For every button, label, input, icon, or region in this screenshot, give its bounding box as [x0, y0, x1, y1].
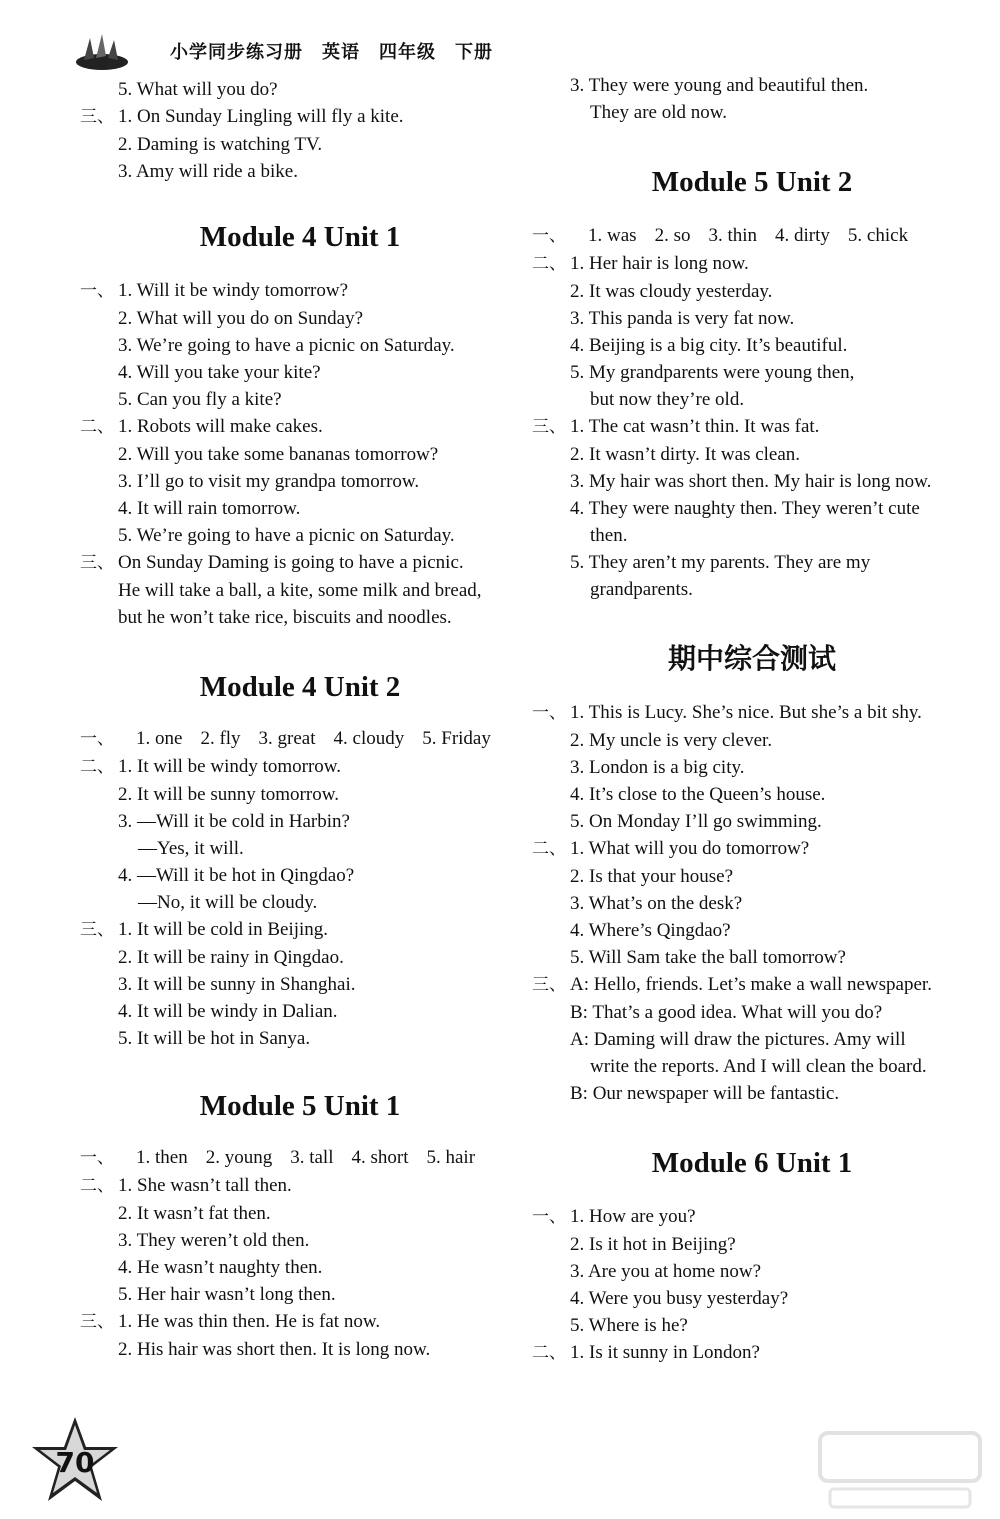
fill-answer: 5. hair	[426, 1147, 476, 1168]
fill-answer: 5. chick	[847, 225, 909, 246]
m5u1-answers	[80, 1172, 520, 1363]
answer-line	[80, 76, 520, 103]
answer-line	[532, 863, 972, 890]
m4u1-answers	[80, 277, 520, 631]
answer-text: 3. They weren’t old then.	[118, 1230, 310, 1251]
answer-line	[80, 305, 520, 332]
answer-text: 5. Where is he?	[570, 1315, 688, 1336]
answer-line	[80, 781, 520, 808]
answer-text: 5. It will be hot in Sanya.	[118, 1028, 311, 1049]
header-title: 小学同步练习册 英语 四年级 下册	[170, 42, 493, 63]
answer-line	[532, 413, 972, 441]
answer-text: 2. Is it hot in Beijing?	[570, 1234, 736, 1255]
question-marker: 一、	[532, 703, 566, 723]
right-column	[532, 72, 972, 1367]
answer-text: A: Daming will draw the pictures. Amy will	[570, 1029, 906, 1050]
watermark-logo-icon	[810, 1425, 990, 1515]
answer-text: 2. It wasn’t fat then.	[118, 1203, 271, 1224]
answer-text: 1. Her hair is long now.	[570, 253, 749, 274]
fill-answer: 3. great	[258, 728, 316, 749]
answer-text: 1. What will you do tomorrow?	[570, 838, 810, 859]
answer-text: 2. Is that your house?	[570, 866, 734, 887]
answer-text: 2. Daming is watching TV.	[118, 134, 323, 155]
answer-text: 3. I’ll go to visit my grandpa tomorrow.	[118, 471, 420, 492]
fill-answer: 4. short	[351, 1147, 409, 1168]
answer-line	[532, 305, 972, 332]
answer-text: 1. She wasn’t tall then.	[118, 1175, 292, 1196]
answer-line	[532, 250, 972, 278]
answer-line	[532, 1258, 972, 1285]
answer-line	[532, 99, 972, 126]
answer-text: B: That’s a good idea. What will you do?	[570, 1002, 883, 1023]
answer-line	[80, 1336, 520, 1363]
answer-text: 2. It wasn’t dirty. It was clean.	[570, 444, 801, 465]
answer-text: 5. Her hair wasn’t long then.	[118, 1284, 336, 1305]
answer-text: then.	[590, 525, 628, 546]
section-title-m4u1: Module 4 Unit 1	[199, 221, 401, 253]
answer-text: 1. He was thin then. He is fat now.	[118, 1311, 381, 1332]
answer-line	[80, 522, 520, 549]
question-marker: 三、	[80, 920, 114, 940]
answer-line	[80, 495, 520, 522]
answer-text: 1. It will be windy tomorrow.	[118, 756, 342, 777]
page-number-star-icon	[30, 1415, 120, 1505]
answer-text: 2. It was cloudy yesterday.	[570, 281, 773, 302]
answer-line	[80, 577, 520, 604]
answer-line	[80, 753, 520, 781]
answer-text: 3. London is a big city.	[570, 757, 745, 778]
answer-line	[80, 277, 520, 305]
answer-line	[532, 495, 972, 522]
answer-line	[532, 944, 972, 971]
answer-line	[532, 808, 972, 835]
fill-answer: 3. tall	[290, 1147, 334, 1168]
answer-line	[532, 917, 972, 944]
m5u1-fill-row: 一、 1. then 2. young 3. tall 4. short 5. hair	[80, 1147, 476, 1168]
answer-text: 4. Where’s Qingdao?	[570, 920, 731, 941]
question-marker: 二、	[80, 417, 114, 437]
m6u1-answers	[532, 1203, 972, 1367]
answer-text: 3. —Will it be cold in Harbin?	[118, 811, 350, 832]
right-top-answers	[532, 72, 972, 126]
answer-line	[80, 1172, 520, 1200]
question-marker: 二、	[532, 839, 566, 859]
midterm-answers	[532, 699, 972, 1107]
answer-text: 4. —Will it be hot in Qingdao?	[118, 865, 355, 886]
answer-line	[80, 1281, 520, 1308]
question-marker: 三、	[80, 107, 114, 127]
section-title-midterm: 期中综合测试	[667, 642, 836, 675]
fill-answer: 5. Friday	[422, 728, 491, 749]
answer-line	[532, 971, 972, 999]
answer-line	[80, 441, 520, 468]
answer-text: 1. The cat wasn’t thin. It was fat.	[570, 416, 820, 437]
answer-text: 2. It will be sunny tomorrow.	[118, 784, 339, 805]
answer-text: —Yes, it will.	[138, 838, 244, 859]
answer-text: 4. It’s close to the Queen’s house.	[570, 784, 826, 805]
answer-text: 4. It will be windy in Dalian.	[118, 1001, 338, 1022]
answer-text: 5. What will you do?	[118, 79, 278, 100]
answer-line	[80, 332, 520, 359]
answer-line	[80, 386, 520, 413]
answer-line	[80, 131, 520, 158]
answer-text: 3. This panda is very fat now.	[570, 308, 795, 329]
answer-line	[532, 386, 972, 413]
answer-text: but he won’t take rice, biscuits and noodles.	[118, 607, 452, 628]
answer-line	[532, 781, 972, 808]
answer-text: 4. It will rain tomorrow.	[118, 498, 301, 519]
answer-text: 5. My grandparents were young then,	[570, 362, 855, 383]
m5u2-answers	[532, 250, 972, 603]
question-marker: 三、	[532, 417, 566, 437]
m4u2-answers	[80, 753, 520, 1052]
answer-line	[80, 1227, 520, 1254]
answer-text: 2. My uncle is very clever.	[570, 730, 773, 751]
answer-text: —No, it will be cloudy.	[138, 892, 318, 913]
fill-answer: 1. one	[136, 728, 183, 749]
answer-text: They are old now.	[590, 102, 727, 123]
answer-line	[80, 998, 520, 1025]
answer-line	[532, 332, 972, 359]
answer-line	[80, 916, 520, 944]
answer-line	[80, 1254, 520, 1281]
question-marker: 三、	[80, 553, 114, 573]
question-marker: 三、	[532, 975, 566, 995]
answer-line	[80, 604, 520, 631]
answer-line	[80, 889, 520, 916]
answer-line	[80, 103, 520, 131]
answer-line	[532, 1026, 972, 1053]
answer-line	[80, 971, 520, 998]
answer-line	[532, 1231, 972, 1258]
page-header	[70, 30, 510, 78]
answer-text: 3. Are you at home now?	[570, 1261, 762, 1282]
section-title-m6u1: Module 6 Unit 1	[651, 1147, 853, 1179]
answer-text: 1. How are you?	[570, 1206, 696, 1227]
answer-line	[532, 1053, 972, 1080]
answer-text: 5. Will Sam take the ball tomorrow?	[570, 947, 846, 968]
fill-answer: 4. cloudy	[333, 728, 405, 749]
answer-line	[532, 549, 972, 576]
fill-answer: 1. then	[136, 1147, 188, 1168]
answer-text: 2. His hair was short then. It is long now.	[118, 1339, 431, 1360]
question-marker: 一、	[532, 1207, 566, 1227]
question-marker: 二、	[80, 1176, 114, 1196]
answer-line	[532, 441, 972, 468]
answer-line	[80, 158, 520, 185]
fill-answer: 2. fly	[200, 728, 241, 749]
answer-text: 5. We’re going to have a picnic on Saturday.	[118, 525, 455, 546]
answer-line	[80, 808, 520, 835]
answer-text: 4. He wasn’t naughty then.	[118, 1257, 323, 1278]
answer-line	[80, 944, 520, 971]
answer-text: but now they’re old.	[590, 389, 745, 410]
section-title-m5u1: Module 5 Unit 1	[199, 1090, 401, 1122]
answer-line	[80, 468, 520, 495]
answer-text: 3. What’s on the desk?	[570, 893, 743, 914]
section-title-m4u2: Module 4 Unit 2	[199, 671, 401, 703]
book-logo-icon	[74, 30, 130, 72]
m4u2-fill-row: 一、 1. one 2. fly 3. great 4. cloudy 5. Friday	[80, 728, 491, 749]
answer-line	[532, 999, 972, 1026]
section-title-m5u2: Module 5 Unit 2	[651, 166, 853, 198]
page-number: 70	[55, 1446, 95, 1479]
fill-answer: 3. thin	[708, 225, 758, 246]
answer-text: 4. Will you take your kite?	[118, 362, 321, 383]
answer-text: 1. On Sunday Lingling will fly a kite.	[118, 106, 404, 127]
answer-text: On Sunday Daming is going to have a picnic.	[118, 552, 464, 573]
answer-text: A: Hello, friends. Let’s make a wall newspaper.	[570, 974, 932, 995]
answer-text: 3. We’re going to have a picnic on Saturday.	[118, 335, 455, 356]
answer-line	[80, 413, 520, 441]
answer-line	[80, 549, 520, 577]
question-marker: 一、	[80, 281, 114, 301]
answer-line	[80, 1200, 520, 1227]
question-marker: 二、	[80, 757, 114, 777]
answer-text: 1. Will it be windy tomorrow?	[118, 280, 349, 301]
fill-answer: 4. dirty	[775, 225, 830, 246]
answer-line	[532, 1203, 972, 1231]
answer-line	[532, 359, 972, 386]
answer-line	[532, 1080, 972, 1107]
m5u2-fill-row: 一、 1. was 2. so 3. thin 4. dirty 5. chick	[532, 225, 909, 246]
answer-text: 1. This is Lucy. She’s nice. But she’s a bit shy.	[570, 702, 922, 723]
answer-text: He will take a ball, a kite, some milk and bread,	[118, 580, 482, 601]
answer-text: B: Our newspaper will be fantastic.	[570, 1083, 840, 1104]
answer-text: 2. It will be rainy in Qingdao.	[118, 947, 344, 968]
answer-text: write the reports. And I will clean the board.	[590, 1056, 927, 1077]
answer-line	[80, 359, 520, 386]
answer-line	[532, 835, 972, 863]
question-marker: 三、	[80, 1312, 114, 1332]
fill-answer: 2. so	[654, 225, 691, 246]
answer-text: 5. They aren’t my parents. They are my	[570, 552, 871, 573]
answer-text: 4. Beijing is a big city. It’s beautiful.	[570, 335, 848, 356]
answer-text: 3. My hair was short then. My hair is long now.	[570, 471, 932, 492]
answer-line	[80, 835, 520, 862]
answer-text: 4. Were you busy yesterday?	[570, 1288, 789, 1309]
answer-text: 4. They were naughty then. They weren’t cute	[570, 498, 920, 519]
answer-line	[532, 278, 972, 305]
answer-line	[532, 1339, 972, 1367]
answer-line	[532, 699, 972, 727]
answer-line	[80, 1308, 520, 1336]
answer-line	[532, 890, 972, 917]
answer-line	[532, 72, 972, 99]
answer-text: 3. Amy will ride a bike.	[118, 161, 298, 182]
answer-line	[80, 1025, 520, 1052]
answer-text: 3. They were young and beautiful then.	[570, 75, 869, 96]
answer-text: 3. It will be sunny in Shanghai.	[118, 974, 356, 995]
answer-text: 2. Will you take some bananas tomorrow?	[118, 444, 439, 465]
answer-text: 1. Is it sunny in London?	[570, 1342, 760, 1363]
fill-answer: 1. was	[588, 225, 637, 246]
answer-text: 1. Robots will make cakes.	[118, 416, 323, 437]
answer-line	[532, 727, 972, 754]
question-marker: 二、	[532, 254, 566, 274]
fill-answer: 2. young	[205, 1147, 273, 1168]
answer-line	[532, 468, 972, 495]
answer-line	[532, 1285, 972, 1312]
answer-text: 2. What will you do on Sunday?	[118, 308, 364, 329]
answer-line	[80, 862, 520, 889]
answer-text: 1. It will be cold in Beijing.	[118, 919, 329, 940]
answer-text: 5. Can you fly a kite?	[118, 389, 282, 410]
answer-line	[532, 1312, 972, 1339]
answer-text: grandparents.	[590, 579, 693, 600]
left-top-answers	[80, 76, 520, 185]
answer-line	[532, 576, 972, 603]
left-column	[80, 76, 520, 1363]
answer-text: 5. On Monday I’ll go swimming.	[570, 811, 822, 832]
answer-line	[532, 522, 972, 549]
answer-line	[532, 754, 972, 781]
question-marker: 二、	[532, 1343, 566, 1363]
